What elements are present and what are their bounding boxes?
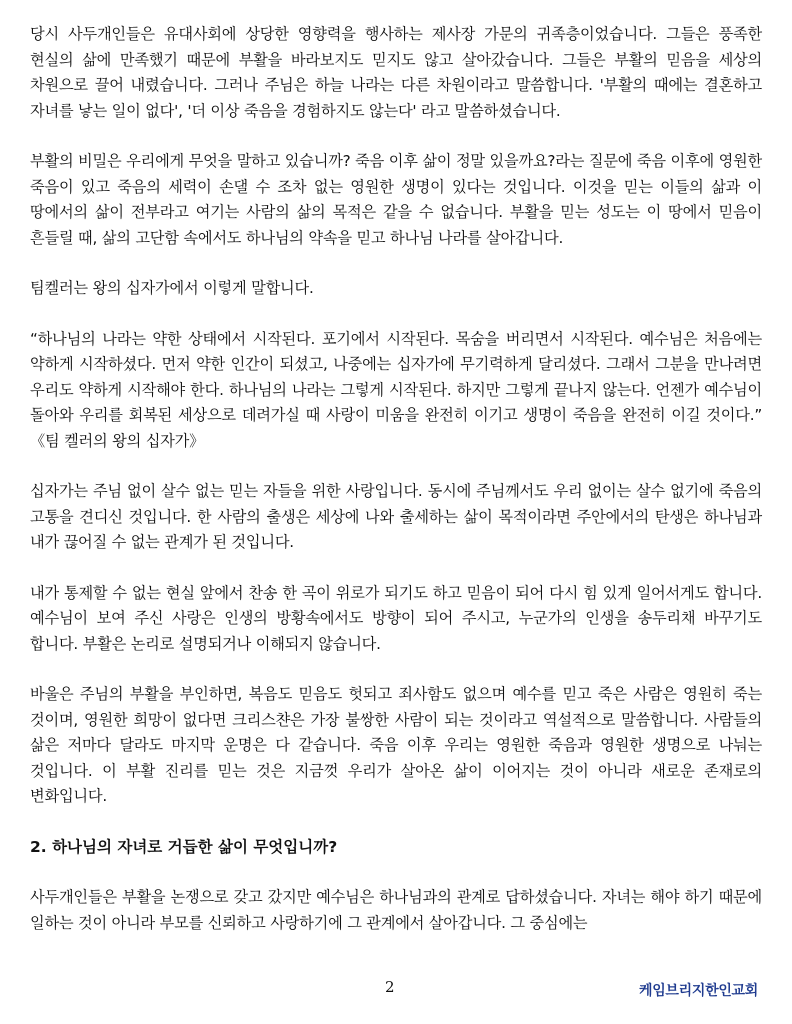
paragraph-paul: 바울은 주님의 부활을 부인하면, 복음도 믿음도 헛되고 죄사함도 없으며 예수를 믿고 죽은 사람은 영원히 죽는 것이며, 영원한 희망이 없다면 크리스챤은 가장 불쌍한 사람이 되는 것이라고 역설적으로 말씀합니다. 사람들의 삶은 저마다 달라도 마지막 운명은 다 같습니다. 죽음 이후 우리는 영원한 죽음과 영원한 생명으로 나눠는 것입니다. 이 부활 진리를 믿는 것은 지금껏 우리가 살아온 삶이 이어지는 것이 아니라 새로운 존재로의 변화입니다. [30,685,762,805]
paragraph-tim-keller-quote: “하나님의 나라는 약한 상태에서 시작된다. 포기에서 시작된다. 목숨을 버리면서 시작된다. 예수님은 처음에는 약하게 시작하셨다. 먼저 약한 인간이 되셨고, 나중에는 십자가에 무기력하게 달리셨다. 그래서 그분을 만나려면 우리도 약하게 시작해야 한다. 하나님의 나라는 그렇게 시작된다. 하지만 그렇게 끝나지 않는다. 언젠가 예수님이 돌아와 우리를 회복된 세상으로 데려가실 때 사랑이 미움을 완전히 이기고 생명이 죽음을 완전히 이길 것이다.” 《팀 켈러의 왕의 십자가》 [30,329,762,450]
paragraph-sadducees: 당시 사두개인들은 유대사회에 상당한 영향력을 행사하는 제사장 가문의 귀족층이었습니다. 그들은 풍족한 현실의 삶에 만족했기 때문에 부활을 바라보지도 믿지도 않고 살아갔습니다. 그들은 부활의 믿음을 세상의 차원으로 끌어 내렸습니다. 그러나 주님은 하늘 나라는 다른 차원이라고 말씀합니다. '부활의 때에는 결혼하고 자녀를 낳는 일이 없다', '더 이상 죽음을 경험하지도 않는다' 라고 말씀하셨습니다. [30,25,762,120]
paragraph-tim-keller-intro: 팀켈러는 왕의 십자가에서 이렇게 말합니다. [30,279,314,297]
paragraph-cross-love: 십자가는 주님 없이 살수 없는 믿는 자들을 위한 사랑입니다. 동시에 주님께서도 우리 없이는 살수 없기에 죽음의 고통을 견디신 것입니다. 한 사람의 출생은 세상에 나와 출세하는 삶이 목적이라면 주안에서의 탄생은 하나님과 내가 끊어질 수 없는 관계가 된 것입니다. [30,482,762,551]
paragraph-relationship: 사두개인들은 부활을 논쟁으로 갖고 갔지만 예수님은 하나님과의 관계로 답하셨습니다. 자녀는 해야 하기 때문에 일하는 것이 아니라 부모를 신뢰하고 사랑하기에 그 관계에서 살아갑니다. 그 중심에는 [30,888,762,932]
paragraph-hymn-comfort: 내가 통제할 수 없는 현실 앞에서 찬송 한 곡이 위로가 되기도 하고 믿음이 되어 다시 힘 있게 일어서게도 합니다. 예수님이 보여 주신 사랑은 인생의 방황속에서도 방향이 되어 주시고, 누군가의 인생을 송두리채 바꾸기도 합니다. 부활은 논리로 설명되거나 이해되지 않습니다. [30,583,762,653]
page-number: 2 [385,978,395,996]
section-heading: 2. 하나님의 자녀로 거듭한 삶이 무엇입니까? [30,837,338,856]
document-body [30,22,762,961]
paragraph-resurrection-secret: 부활의 비밀은 우리에게 무엇을 말하고 있습니까? 죽음 이후 삶이 정말 있을까요?라는 질문에 죽음 이후에 영원한 죽음이 있고 죽음의 세력이 손댈 수 조차 없는 영원한 생명이 있다는 것입니다. 이것을 믿는 이들의 삶과 이 땅에서의 삶이 전부라고 여기는 사람의 삶의 목적은 같을 수 없습니다. 부활을 믿는 성도는 이 땅에서 믿음이 흔들릴 때, 삶의 고단함 속에서도 하나님의 약속을 믿고 하나님 나라를 살아갑니다. [30,152,762,247]
church-name: 케임브리지한인교회 [638,983,758,999]
